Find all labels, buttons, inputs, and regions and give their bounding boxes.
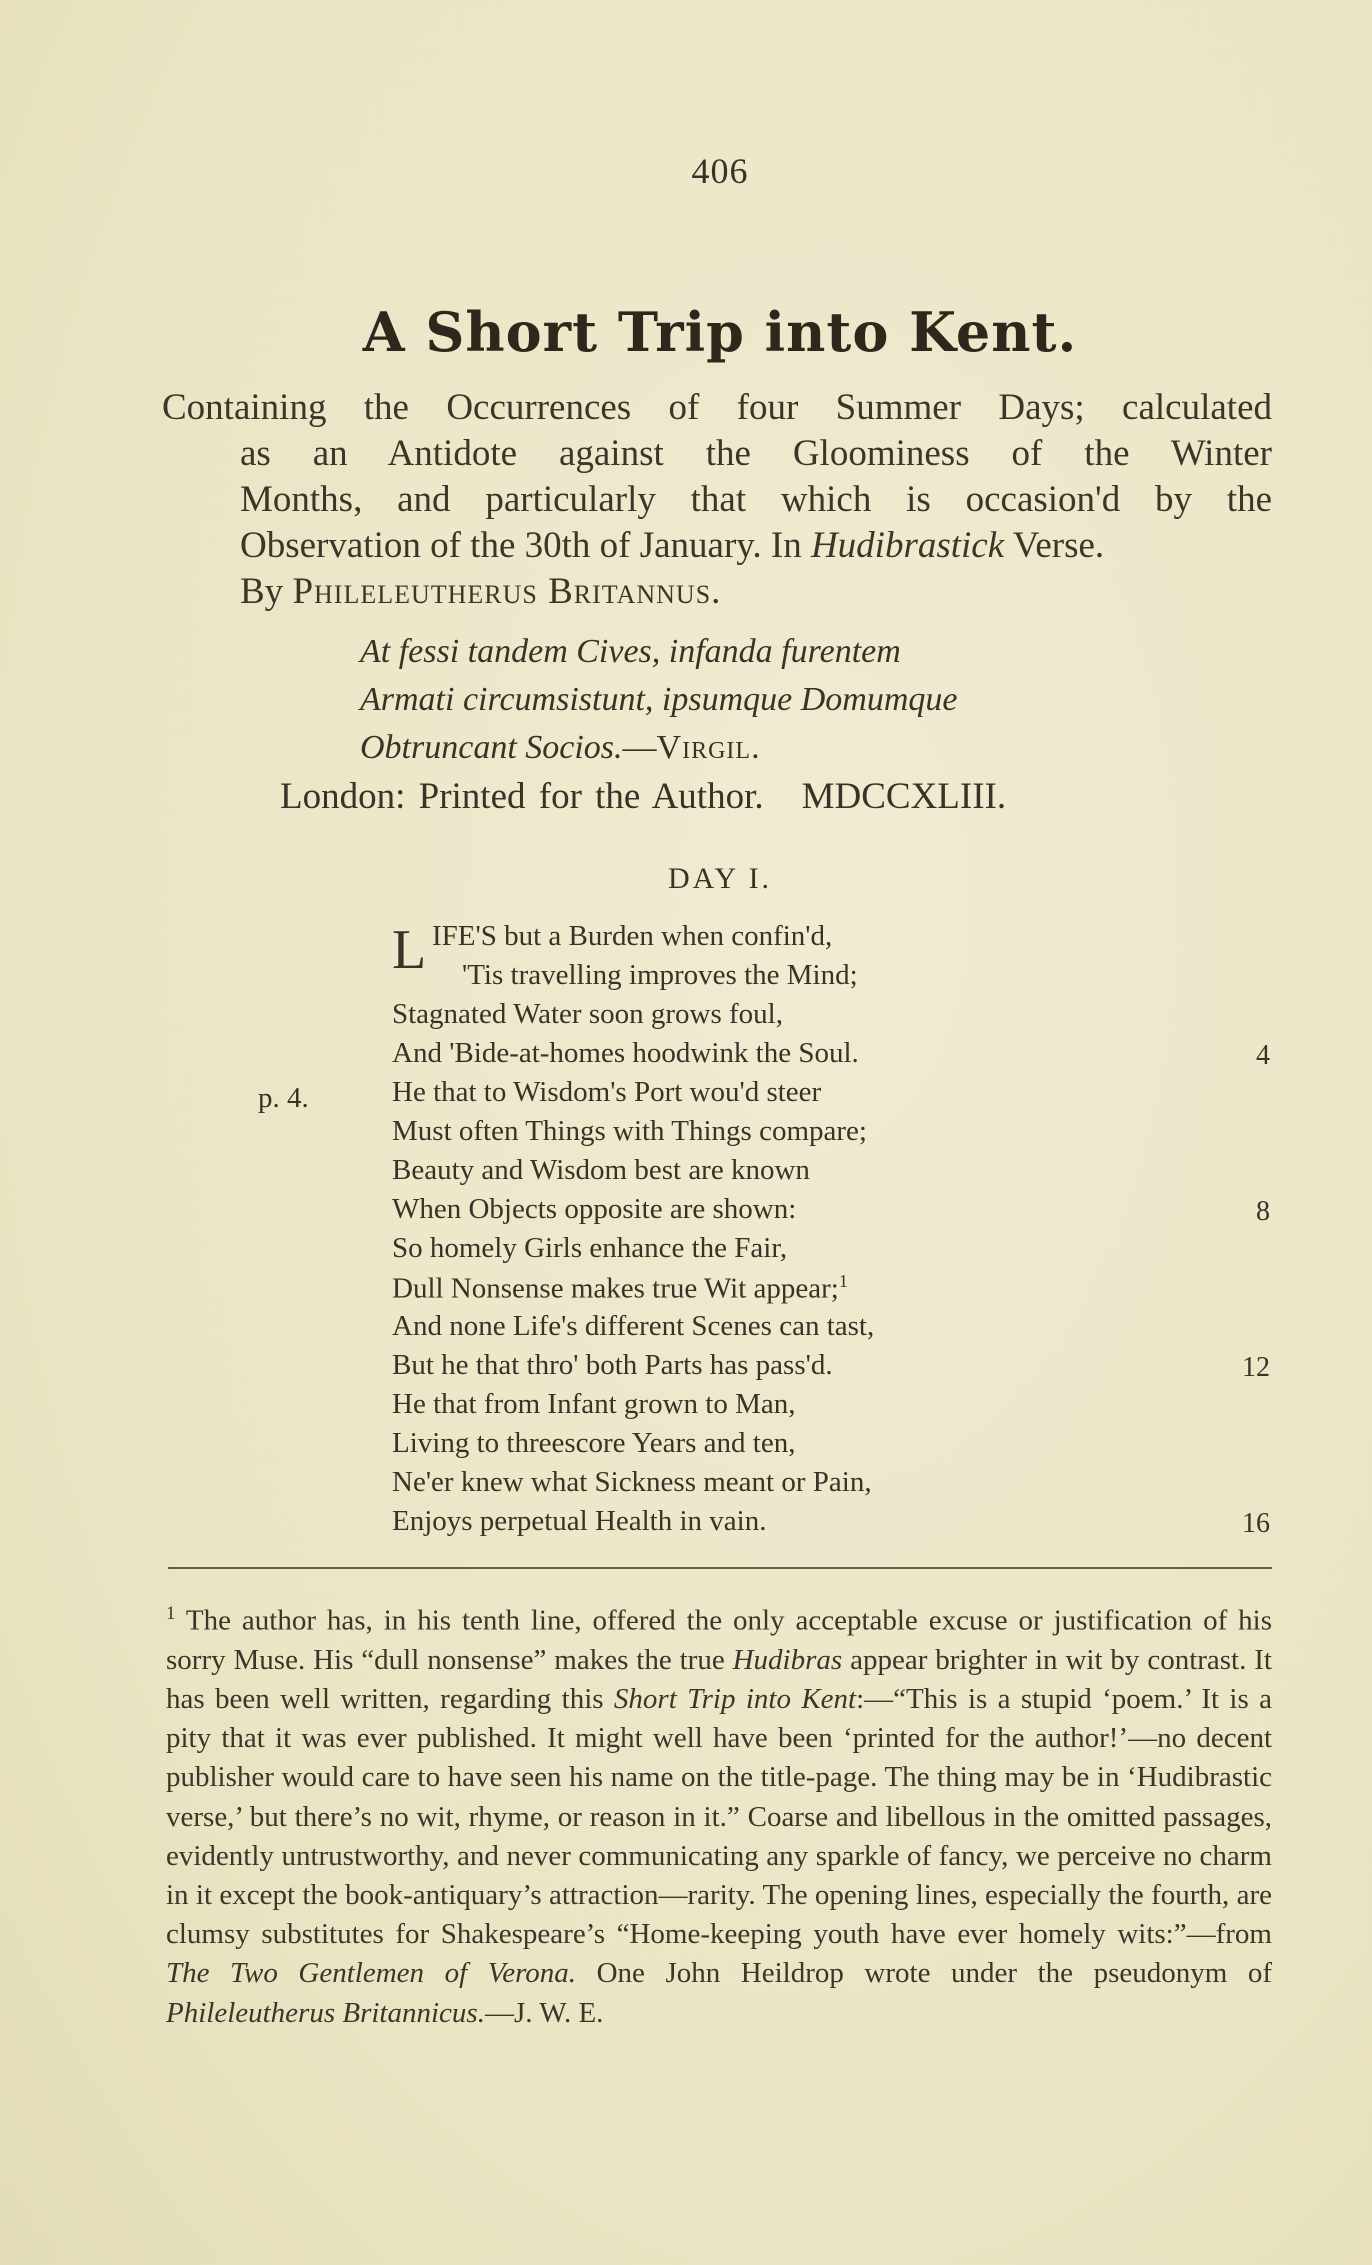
drop-cap: L <box>392 919 427 981</box>
poem-line-9: So homely Girls enhance the Fair, <box>392 1232 788 1264</box>
footnote-italic: Hudibras <box>732 1643 843 1676</box>
imprint-year: MDCCXLIII. <box>801 776 1007 817</box>
footnote-italic: Short Trip into Kent <box>613 1683 857 1716</box>
footnote-marker: 1 <box>838 1271 848 1291</box>
line-number: 8 <box>1256 1196 1270 1227</box>
imprint-text: London: Printed for the Author. <box>280 776 764 817</box>
poem-line-4: And 'Bide-at-homes hoodwink the Soul. <box>392 1037 859 1069</box>
line-number: 4 <box>1256 1040 1270 1071</box>
poem-text: Dull Nonsense makes true Wit appear; <box>392 1272 839 1305</box>
caption-line-2: as an Antidote against the Gloominess of the Winter <box>240 433 1272 474</box>
poem-line-11: And none Life's different Scenes can tast, <box>392 1310 875 1342</box>
footnote-text: appear brighter in wit by contrast. It has been well written, regarding this <box>166 1643 1272 1716</box>
poem-line-7: Beauty and Wisdom best are known <box>392 1154 810 1186</box>
footnote-italic: The Two Gentlemen of Verona. <box>166 1957 577 1990</box>
page-reference: p. 4. <box>258 1082 309 1114</box>
poem-line-15: Ne'er knew what Sickness meant or Pain, <box>392 1466 872 1498</box>
poem-line-16: Enjoys perpetual Health in vain. <box>392 1505 767 1537</box>
poem-line-8: When Objects opposite are shown: <box>392 1193 797 1225</box>
poem-line-3: Stagnated Water soon grows foul, <box>392 998 783 1030</box>
page-title: A Short Trip into Kent. <box>362 300 1078 364</box>
by-label: By <box>240 571 293 612</box>
footnote-divider <box>168 1567 1272 1569</box>
day-heading: DAY I. <box>667 862 773 895</box>
footnote-text: The author has, in his tenth line, offered the only acceptable excuse or justification of his sorry Muse. His “dull nonsense” makes the true <box>166 1604 1272 1676</box>
poem-line-5: He that to Wisdom's Port wou'd steer <box>392 1076 822 1108</box>
epigraph-line-1: At fessi tandem Cives, infanda furentem <box>360 633 901 670</box>
caption-text: Verse. <box>1004 525 1105 566</box>
epigraph-dash: — <box>622 729 657 766</box>
footnote-text: :—“This is a stupid ‘poem.’ It is a pity that it was ever published. It might well have been ‘printed for the author!’—no decent publisher would care to have seen his name on the title-page. The thing may be in ‘Hudibrastic verse,’ but there’s no wit, rhyme, or reason in it.” Coarse and libellous in the omitted passages, evidently untrustworthy, and never communicating any sparkle of fancy, we perceive no charm in it except the book-antiquary’s attraction—rarity. The opening lines, especially the fourth, are clumsy substitutes for Shakespeare’s “Home-keeping youth have ever homely wits:”—from <box>166 1683 1272 1951</box>
footnote-text: One John Heildrop wrote under the pseudonym of <box>576 1957 1272 1990</box>
poem-line-13: He that from Infant grown to Man, <box>392 1388 796 1420</box>
imprint <box>280 775 1006 818</box>
poem-line-1: IFE'S but a Burden when confin'd, <box>432 920 833 952</box>
footnote-italic: Phileleutherus Britannicus. <box>166 1996 485 2029</box>
poem-line-10 <box>392 1271 848 1306</box>
poem-line-12: But he that thro' both Parts has pass'd. <box>392 1349 833 1381</box>
caption-italic: Hudibrastick <box>810 525 1005 566</box>
caption-text: Observation of the 30th of January. In <box>240 525 811 566</box>
epigraph-line-2: Armati circumsistunt, ipsumque Domumque <box>360 681 958 718</box>
line-number: 12 <box>1242 1352 1270 1383</box>
epigraph-attribution: Virgil. <box>656 729 761 766</box>
epigraph-line-3 <box>360 724 761 772</box>
author-name: Phileleutherus Britannus. <box>292 571 722 612</box>
poem-line-14: Living to threescore Years and ten, <box>392 1427 796 1459</box>
poem-line-2: 'Tis travelling improves the Mind; <box>462 959 858 991</box>
footnote <box>166 1594 1272 2033</box>
line-number: 16 <box>1242 1508 1270 1539</box>
footnote-signature: —J. W. E. <box>484 1996 604 2029</box>
caption-line-4 <box>240 523 1272 569</box>
poem-line-6: Must often Things with Things compare; <box>392 1115 867 1147</box>
footnote-number: 1 <box>166 1603 176 1624</box>
caption-line-1: Containing the Occurrences of four Summer Days; calculated <box>162 387 1272 428</box>
caption-line-3: Months, and particularly that which is occasion'd by the <box>240 479 1272 520</box>
caption-line-5 <box>240 569 1272 615</box>
page-number: 406 <box>691 151 749 191</box>
epigraph-text: Obtruncant Socios. <box>360 729 623 766</box>
